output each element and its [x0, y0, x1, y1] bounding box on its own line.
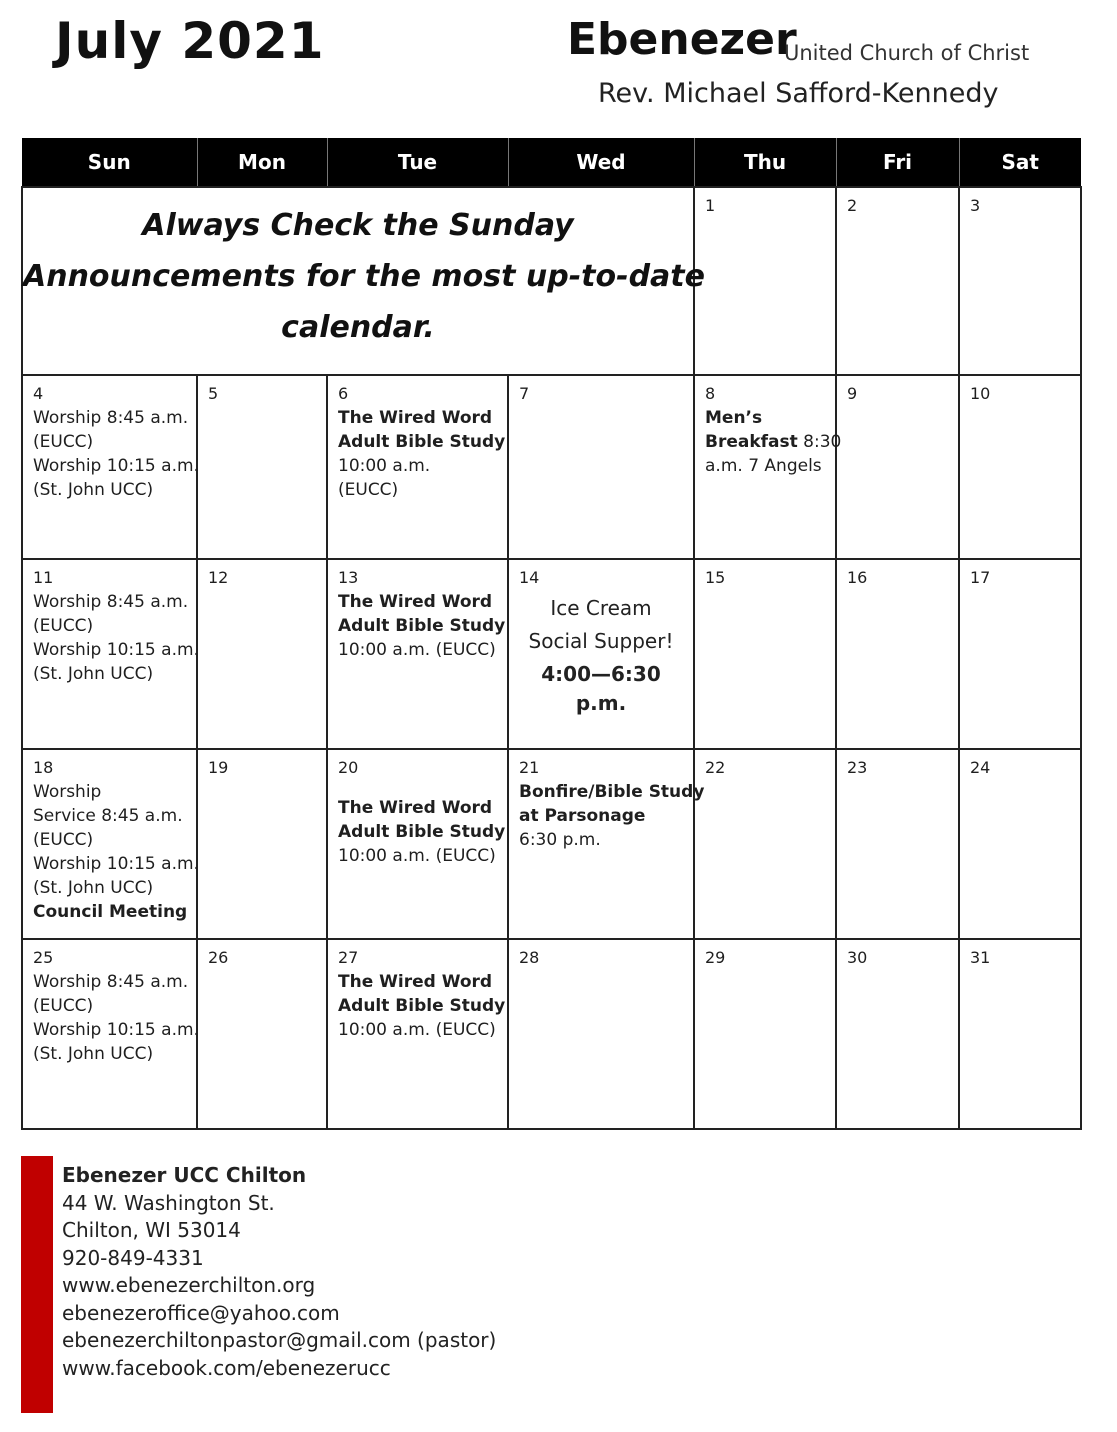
- day-number: 29: [705, 948, 726, 967]
- address-line-2: Chilton, WI 53014: [62, 1218, 241, 1242]
- event-line: Worship 10:15 a.m.: [33, 456, 199, 476]
- day-number: 21: [519, 758, 540, 777]
- day-cell: [694, 375, 842, 559]
- event-line: Worship: [33, 782, 102, 802]
- church-name: Ebenezer: [567, 14, 797, 65]
- event-line: Worship 8:45 a.m.: [33, 972, 189, 992]
- day-cell: [508, 375, 694, 559]
- event-line: Worship 10:15 a.m.: [33, 854, 199, 874]
- day-number: 10: [970, 384, 991, 403]
- day-cell: [197, 749, 327, 939]
- day-number: 25: [33, 948, 54, 967]
- weekday-tue: Tue: [327, 138, 508, 187]
- day-number: 12: [208, 568, 229, 587]
- day-number: 23: [847, 758, 868, 777]
- org-name: Ebenezer UCC Chilton: [62, 1163, 307, 1187]
- announcement-text: Always Check the Sunday Announcements for the most up-to-date calendar.: [23, 208, 705, 345]
- weekday-header-row: [22, 138, 1081, 187]
- day-number: 9: [847, 384, 858, 403]
- event-title: The Wired Word: [338, 592, 493, 612]
- day-cell: [959, 939, 1081, 1129]
- event-line: Service 8:45 a.m.: [33, 806, 183, 826]
- day-cell: [197, 559, 327, 749]
- day-cell: [836, 749, 959, 939]
- phone-number: 920-849-4331: [62, 1245, 204, 1270]
- day-number: 18: [33, 758, 54, 777]
- pastor-email-link[interactable]: ebenezerchiltonpastor@gmail.com (pastor): [62, 1328, 497, 1352]
- day-number: 24: [970, 758, 991, 777]
- weekday-mon: Mon: [197, 138, 327, 187]
- event-title: The Wired Word: [338, 972, 493, 992]
- day-cell: [694, 187, 836, 375]
- announcement-cell: [22, 187, 705, 375]
- event-title: Adult Bible Study: [338, 616, 506, 636]
- day-number: 22: [705, 758, 726, 777]
- day-number: 27: [338, 948, 359, 967]
- day-cell: [22, 375, 197, 559]
- day-number: 20: [338, 758, 359, 777]
- spacer: [338, 780, 497, 796]
- event-line: (EUCC): [33, 996, 94, 1016]
- address-line-1: 44 W. Washington St.: [62, 1190, 275, 1215]
- day-cell: [836, 187, 959, 375]
- day-number: 28: [519, 948, 540, 967]
- pastor-name: Rev. Michael Safford-Kennedy: [598, 78, 999, 109]
- office-email-link[interactable]: ebenezeroffice@yahoo.com: [62, 1300, 340, 1325]
- event-title: The Wired Word: [338, 798, 493, 818]
- day-cell: [836, 559, 959, 749]
- day-cell: [508, 939, 694, 1129]
- day-number: 4: [33, 384, 44, 403]
- day-cell: [694, 939, 836, 1129]
- event-title: Adult Bible Study: [338, 996, 506, 1016]
- event-line: (EUCC): [33, 432, 94, 452]
- event-line: a.m. 7 Angels: [705, 456, 822, 476]
- day-cell: [327, 559, 508, 749]
- event-title: Men’s: [705, 408, 763, 428]
- event-line: (EUCC): [33, 830, 94, 850]
- weekday-sat: Sat: [959, 138, 1081, 187]
- day-cell: [327, 749, 508, 939]
- day-number: 1: [705, 196, 716, 215]
- day-number: 6: [338, 384, 349, 403]
- weekday-thu: Thu: [694, 138, 836, 187]
- event-line: 6:30 p.m.: [519, 830, 601, 850]
- event-line: (St. John UCC): [33, 664, 154, 684]
- event-line: 10:00 a.m. (EUCC): [338, 640, 496, 660]
- calendar-table: [21, 138, 1082, 1130]
- day-cell: [959, 375, 1081, 559]
- day-number: 7: [519, 384, 530, 403]
- event-line: 10:00 a.m. (EUCC): [338, 846, 496, 866]
- day-cell: [959, 749, 1081, 939]
- week-row: [22, 749, 1081, 939]
- event-title: Bonfire/Bible Study: [519, 782, 705, 802]
- event-time: 4:00—6:30 p.m.: [541, 662, 661, 715]
- church-subtitle: United Church of Christ: [784, 41, 1030, 65]
- calendar-grid: [21, 138, 1080, 1128]
- weekday-wed: Wed: [508, 138, 694, 187]
- event-line: (St. John UCC): [33, 1044, 154, 1064]
- facebook-link[interactable]: www.facebook.com/ebenezerucc: [62, 1355, 391, 1380]
- footer-accent-bar: [21, 1156, 53, 1413]
- week-row: [22, 375, 1081, 559]
- event-line: 8:30: [797, 432, 842, 452]
- day-number: 8: [705, 384, 716, 403]
- event-title: Adult Bible Study: [338, 822, 506, 842]
- day-cell: [22, 749, 197, 939]
- event-line: (St. John UCC): [33, 480, 154, 500]
- event-line: 10:00 a.m.: [338, 456, 431, 476]
- week-row: [22, 939, 1081, 1129]
- day-cell: [836, 939, 959, 1129]
- contact-info: [62, 1162, 496, 1382]
- event-line: Worship 8:45 a.m.: [33, 408, 189, 428]
- website-link[interactable]: www.ebenezerchilton.org: [62, 1273, 316, 1297]
- event-title: The Wired Word: [338, 408, 493, 428]
- event-title: Breakfast: [705, 432, 798, 452]
- day-number: 17: [970, 568, 991, 587]
- day-cell: [197, 939, 327, 1129]
- month-title: July 2021: [55, 12, 325, 70]
- event-line: 10:00 a.m. (EUCC): [338, 1020, 496, 1040]
- event-line: Worship 10:15 a.m.: [33, 1020, 199, 1040]
- day-cell: [327, 375, 508, 559]
- day-cell: [959, 559, 1081, 749]
- event-title: Council Meeting: [33, 902, 188, 922]
- weekday-sun: Sun: [22, 138, 197, 187]
- day-cell: [959, 187, 1081, 375]
- day-cell: [836, 375, 959, 559]
- day-number: 5: [208, 384, 219, 403]
- day-number: 16: [847, 568, 868, 587]
- day-cell: [508, 559, 694, 749]
- day-number: 11: [33, 568, 54, 587]
- event-line: Worship 8:45 a.m.: [33, 592, 189, 612]
- event-line: (EUCC): [33, 616, 94, 636]
- day-number: 19: [208, 758, 229, 777]
- weekday-fri: Fri: [836, 138, 959, 187]
- event-line: Worship 10:15 a.m.: [33, 640, 199, 660]
- event-title: Adult Bible Study: [338, 432, 506, 452]
- event-title: Ice Cream: [550, 596, 652, 620]
- day-number: 14: [519, 568, 540, 587]
- day-number: 3: [970, 196, 981, 215]
- day-cell: [694, 559, 836, 749]
- day-number: 2: [847, 196, 858, 215]
- day-number: 15: [705, 568, 726, 587]
- day-cell: [197, 375, 327, 559]
- event-title: Social Supper!: [528, 629, 674, 653]
- day-number: 31: [970, 948, 991, 967]
- event-line: (EUCC): [338, 480, 399, 500]
- day-cell: [508, 749, 705, 939]
- event-line: (St. John UCC): [33, 878, 154, 898]
- event-title: at Parsonage: [519, 806, 646, 826]
- day-number: 13: [338, 568, 359, 587]
- week-row: [22, 187, 1081, 375]
- week-row: [22, 559, 1081, 749]
- day-cell: [327, 939, 508, 1129]
- day-cell: [22, 559, 197, 749]
- day-cell: [694, 749, 836, 939]
- day-number: 26: [208, 948, 229, 967]
- day-number: 30: [847, 948, 868, 967]
- day-cell: [22, 939, 197, 1129]
